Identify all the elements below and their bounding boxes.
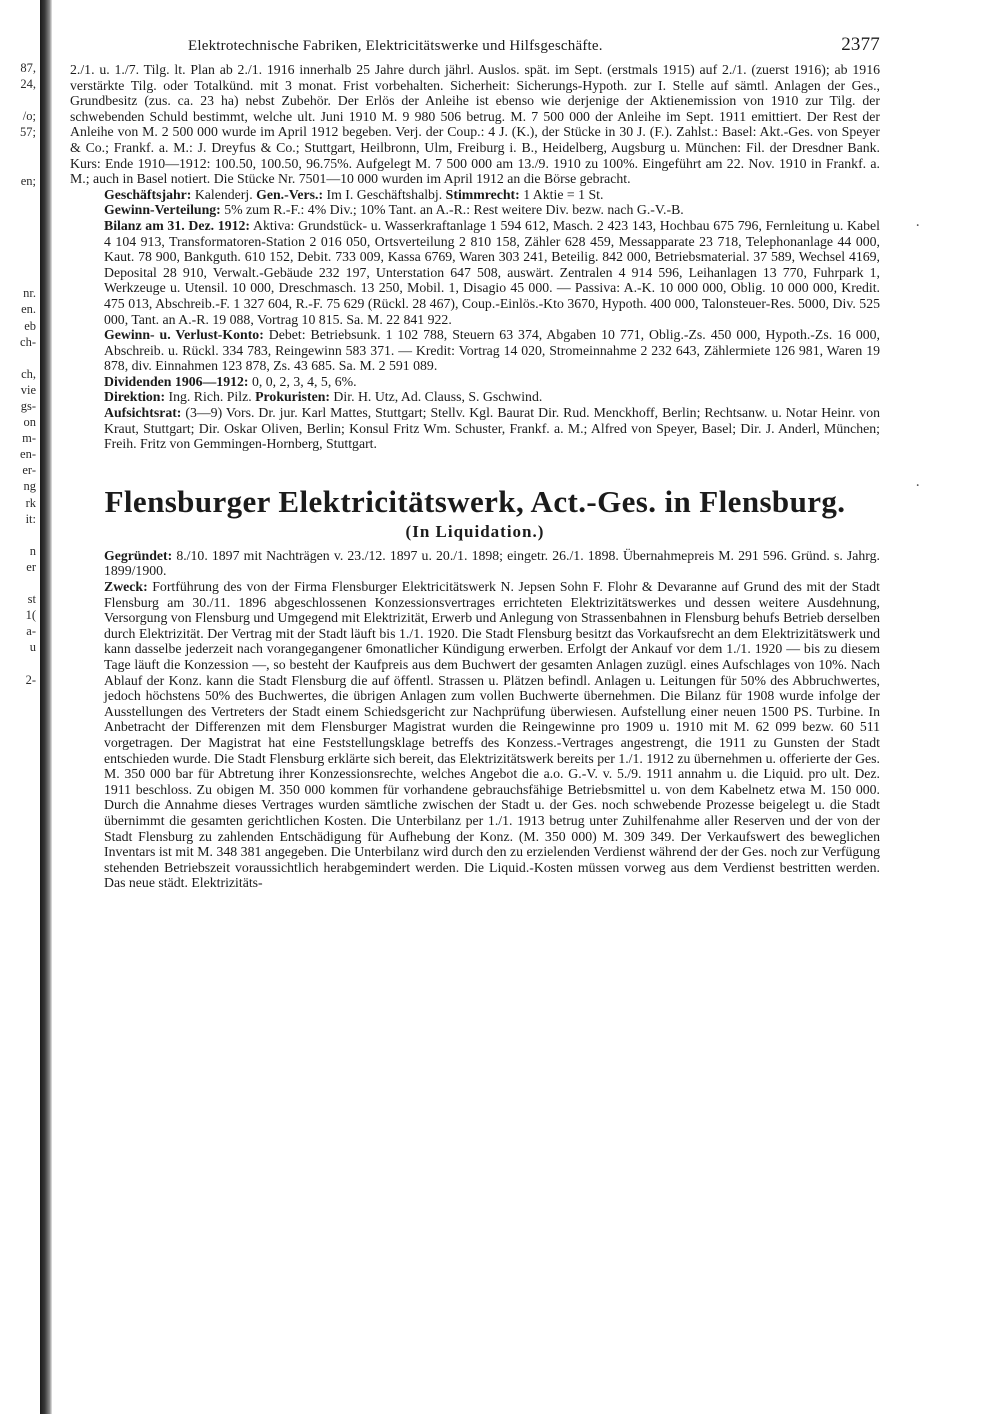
profit-distribution-paragraph [70, 202, 880, 218]
page [70, 30, 880, 891]
previous-page-fragment [0, 350, 36, 366]
previous-page-fragment [0, 140, 36, 156]
management-text: Ing. Rich. Pilz. [165, 389, 256, 405]
previous-page-fragment: 87, [20, 61, 36, 75]
previous-page-fragment: on [23, 415, 36, 430]
previous-page-fragment [0, 237, 36, 253]
balance-sheet-paragraph [70, 218, 880, 327]
general-meeting-text: Im I. Geschäftshalbj. [323, 186, 446, 202]
profit-distribution-label: Gewinn-Verteilung: [104, 202, 221, 218]
previous-page-fragment: 57; [20, 125, 36, 140]
previous-page-fragment [0, 221, 36, 237]
previous-page-fragment: er [26, 559, 36, 574]
balance-sheet-label: Bilanz am 31. Dez. 1912: [104, 217, 250, 233]
previous-page-fragment: en. [21, 302, 36, 317]
bond-details-paragraph [70, 62, 880, 187]
previous-page-fragment: er- [22, 463, 36, 478]
previous-page-fragment: vie [20, 382, 36, 397]
previous-page-fragment [0, 205, 36, 221]
business-year-paragraph [70, 187, 880, 203]
profit-loss-paragraph [70, 327, 880, 374]
voting-right-label: Stimmrecht: [445, 186, 520, 202]
voting-right-text: 1 Aktie = 1 St. [519, 186, 604, 202]
page-number: 2377 [841, 34, 880, 55]
previous-page-fragment: u [29, 640, 36, 655]
purpose-text: Fortführung des von der Firma Flensburger Elektricitätswerk N. Jepsen Sohn F. Flohr & Devaranne auf Grund des mit der Stadt Flensburg am 30./11. 1896 abgeschlossenen Konzessionsvertrages errichteten Elektrizitätswerkes und dessen weitere Ausdehnung, Versorgung von Flensburg und Umgegend mit Elektrizität, Erwerb und Anlegung von Strassenbahnen in Flensburg behufs Betrieb derselben durch Elektrizität. Der Vertrag mit der Stadt läuft bis 1./1. 1920. Die Stadt Flensburg besitzt das Vorkaufsrecht an dem Elektrizitätswerk und kann dasselbe jederzeit nach vorangegangener 6monatlicher Kündigung erwerben. Erfolgt der Ankauf vor dem 1./1. 1920 — bis zu diesem Tage läuft die Konzession —, so besteht der Kaufpreis aus dem Buchwert der gesamten Anlagen zuzügl. eines Aufschlages von 10%. Nach Ablauf der Konz. kann die Stadt Flensburg die auf öffentl. Strassen u. Plätzen befindl. Anlagen u. Leitungen für 50% des Abbruchwertes, jedoch höchstens 50% des Buchwertes, die übrigen Anlagen zum vollen Buchwerte übernehmen. Die Bilanz für 1908 wurde infolge der Ausstellungen des Vertreters der Stadt einem Schiedsgericht zur Nachprüfung überwiesen. Aufstellung einer neuen 1500 PS. Turbine. In Anbetracht der Differenzen mit dem Flensburger Magistrat wurden die Reingewinne pro 1909 u. 1910 mit M. 62 099 bezw. 60 511 vorgetragen. Der Magistrat hat eine Feststellungsklage betreffs des Konzess.-Vertrages angestrengt, die 1911 zu Gunsten der Stadt entschieden wurde. Die Stadt Flensburg erklärte sich bereit, das Elektrizitätswerk bereits per 1./1. 1912 zu übernehmen u. offerierte der Ges. M. 350 000 bar für Abtretung ihrer Konzessionsrechte, welches Angebot die a.o. G.-V. v. 5./9. 1911 annahm u. die Liquid. pro ult. Dez. 1911 beschloss. Zu obigen M. 350 000 kommen für vorhandene gebrauchsfähige Betriebsmittel u. von dem Kabelnetz etwa M. 150 000. Durch die Annahme dieses Vertrages wurden sämtliche zwischen der Stadt u. der Ges. noch schwebende Prozesse beigelegt u. die Stadt übernimmt die gesamten gerichtlichen Kosten. Die Unterbilanz per 1./1. 1913 betrug unter Zuhilfenahme aller Reserven und der von der Stadt Flensburg zu zahlenden Entschädigung für Aufhebung der Konz. (M. 350 000) M. 309 349. Der Verkaufswert des beweglichen Inventars ist mit M. 348 381 angegeben. Die Unterbilanz wird durch den zu erzielenden Verdienst während der der Ges. noch zur Verfügung stehenden Betriebszeit voraussichtlich herabgemindert werden. Die Liquid.-Kosten müssen vorweg aus dem Verdienst bestritten werden. Das neue städt. Elektrizitäts- [104, 579, 880, 891]
previous-page-fragment: ch, [21, 366, 36, 381]
business-year-text: Kalenderj. [191, 186, 257, 202]
purpose-label: Zweck: [104, 579, 148, 595]
previous-page-fragment: 1( [25, 608, 36, 623]
profit-loss-text: Debet: Betriebsunk. 1 102 788, Steuern 63 374, Abgaben 10 771, Oblig.-Zs. 450 000, Hypoth.-Zs. 16 000, Abschreib. u. Rückl. 334 783, Reingewinn 583 371. — Kredit: Vortrag 14 020, Stromeinnahme 2 232 643, Zählermiete 126 981, Waren 19 878, div. Einnahmen 123 878, Zs. 43 685. Sa. M. 2 591 089. [104, 327, 881, 374]
previous-page-fragment: ch- [20, 334, 36, 349]
previous-page-fragment: eb [24, 318, 36, 333]
company-subtitle: (In Liquidation.) [405, 521, 545, 541]
business-year-label: Geschäftsjahr: [104, 186, 192, 202]
company-title: Flensburger Elektricitätswerk, Act.-Ges. in Flensburg. [104, 483, 846, 519]
previous-page-fragment: 2- [25, 672, 36, 687]
previous-page-fragment: en; [20, 173, 36, 188]
profit-distribution-text: 5% zum R.-F.: 4% Div.; 10% Tant. an A.-R.: Rest weitere Div. bezw. nach G.-V.-B. [220, 202, 684, 218]
scan-binding-edge [40, 0, 52, 1414]
supervisory-board-label: Aufsichtsrat: [104, 405, 182, 421]
general-meeting-label: Gen.-Vers.: [256, 186, 324, 202]
previous-page-fragment [0, 92, 36, 108]
authorized-officers-label: Prokuristen: [255, 389, 330, 405]
purpose-paragraph [70, 579, 880, 891]
profit-loss-label: Gewinn- u. Verlust-Konto: [104, 327, 264, 343]
dividends-paragraph [70, 374, 880, 390]
management-label: Direktion: [104, 389, 166, 405]
previous-page-fragment: n [29, 543, 36, 558]
founded-text: 8./10. 1897 mit Nachträgen v. 23./12. 1897 u. 20./1. 1898; eingetr. 26./1. 1898. Übernahmepreis M. 291 596. Gründ. s. Jahrg. 1899/1900. [104, 547, 880, 579]
previous-page-fragment: gs- [20, 398, 36, 413]
previous-page-fragment [0, 527, 36, 543]
previous-page-fragment: st [27, 592, 36, 607]
margin-mark: · [915, 478, 920, 494]
previous-page-fragment: a- [26, 624, 36, 639]
previous-page-fragment: rk [25, 495, 36, 510]
previous-page-fragment [0, 157, 36, 173]
flensburg-entry [70, 548, 880, 891]
dividends-text: 0, 0, 2, 3, 4, 5, 6%. [248, 373, 357, 389]
previous-page-fragment: 24, [20, 77, 36, 92]
dividends-label: Dividenden 1906—1912: [104, 373, 249, 389]
previous-page-fragment: en- [20, 447, 36, 462]
previous-page-fragment [0, 269, 36, 285]
founded-label: Gegründet: [104, 547, 173, 563]
previous-page-fragment: ng [23, 479, 36, 494]
previous-page-fragments [0, 60, 36, 688]
balance-sheet-text: Aktiva: Grundstück- u. Wasserkraftanlage 1 594 612, Masch. 2 423 143, Hochbau 675 796, Fernleitung u. Kabel 4 104 913, Transformatoren-Station 2 016 050, Ortsverteilung 2 810 158, Zähler 628 459, Messapparate 23 718, Telephonanlage 44 000, Kaut. 78 900, Bankguth. 610 152, Debit. 733 009, Kassa 6769, Waren 303 241, Beteilig. 842 000, Betriebsmaterial. 37 589, Wechsel 4169, Deposital 28 910, Verwalt.-Gebäude 232 197, Unterstation 647 508, auswärt. Zentralen 4 914 596, Leihanlagen 13 770, Fuhrpark 1, Werkzeuge u. Utensil. 10 000, Dreschmasch. 13 250, Mobil. 1, Disagio 45 000. — Passiva: A.-K. 10 000 000, Oblig. 10 000 000, Kredit. 475 013, Abschreib.-F. 1 327 604, R.-F. 75 629 (Rückl. 28 467), Coup.-Einlös.-Kto 3670, Hypoth. 400 000, Talonsteuer-Res. 5000, Div. 525 000, Tant. an A.-R. 19 088, Vortrag 10 815. Sa. M. 22 841 922. [104, 217, 880, 327]
management-paragraph [70, 389, 880, 405]
previous-page-fragment [0, 253, 36, 269]
top-entry [70, 62, 880, 452]
previous-page-fragment: /o; [22, 109, 36, 124]
previous-page-fragment [0, 189, 36, 205]
supervisory-board-paragraph [70, 405, 880, 452]
previous-page-fragment: it: [25, 511, 36, 526]
supervisory-board-text: (3—9) Vors. Dr. jur. Karl Mattes, Stuttgart; Stellv. Kgl. Baurat Dir. Rud. Menckhoff, Berlin; Rechtsanw. u. Notar Heinr. von Kraut, Stuttgart; Dir. Oskar Oliven, Berlin; Konsul Fritz Wm. Schuster, Frankf. a. M.; Alfred von Speyer, Basel; Dir. J. Anderl, München; Freih. Fritz von Gemmingen-Hornberg, Stuttgart. [104, 405, 880, 452]
previous-page-fragment: m- [22, 431, 36, 446]
previous-page-fragment [0, 655, 36, 671]
previous-page-fragment [0, 575, 36, 591]
running-head-title: Elektrotechnische Fabriken, Elektricitätswerke und Hilfsgeschäfte. [188, 38, 603, 54]
founded-paragraph [70, 548, 880, 579]
authorized-officers-text: Dir. H. Utz, Ad. Clauss, S. Gschwind. [329, 389, 543, 405]
bond-details-text: 2./1. u. 1./7. Tilg. lt. Plan ab 2./1. 1916 innerhalb 25 Jahre durch jährl. Auslos. spät. im Sept. (erstmals 1915) auf 2./1. (zuerst 1916); ab 1916 verstärkte Tilg. oder Totalkünd. mit 3 monat. Frist vorbehalten. Sicherheit: Sicherungs-Hypoth. zur I. Stelle auf sämtl. Anlagen der Ges., Grundbesitz (zus. ca. 23 ha) nebst Zubehör. Der Erlös der Anleihe ist ebenso wie derjenige der Aktienemission von 1910 zur Tilg. der schwebenden Schuld bestimmt, welche ult. Juni 1910 M. 9 980 506 betrug. M. 7 500 000 der Anleihe im Sept. 1911 emittiert. Der Rest der Anleihe von M. 2 500 000 wurde im April 1912 begeben. Verj. der Coup.: 4 J. (K.), der Stücke in 30 J. (F.). Zahlst.: Basel: Akt.-Ges. von Speyer & Co.; Frankf. a. M.: J. Dreyfus & Co.; Stuttgart, Heilbronn, Ulm, Freiburg i. B., Heidelberg, Augsburg u. München: Fil. der Dresdner Bank. Kurs: Ende 1910—1912: 100.50, 100.50, 96.75%. Aufgelegt M. 7 500 000 am 13./9. 1910 zu 100%. Eingeführt am 22. Nov. 1910 in Frankf. a. M.; auch in Basel notiert. Die Stücke Nr. 7501—10 000 wurden im April 1912 an die Börse gebracht. [70, 62, 880, 187]
margin-mark: · [915, 218, 920, 234]
running-head [70, 30, 880, 62]
previous-page-fragment: nr. [23, 286, 36, 301]
